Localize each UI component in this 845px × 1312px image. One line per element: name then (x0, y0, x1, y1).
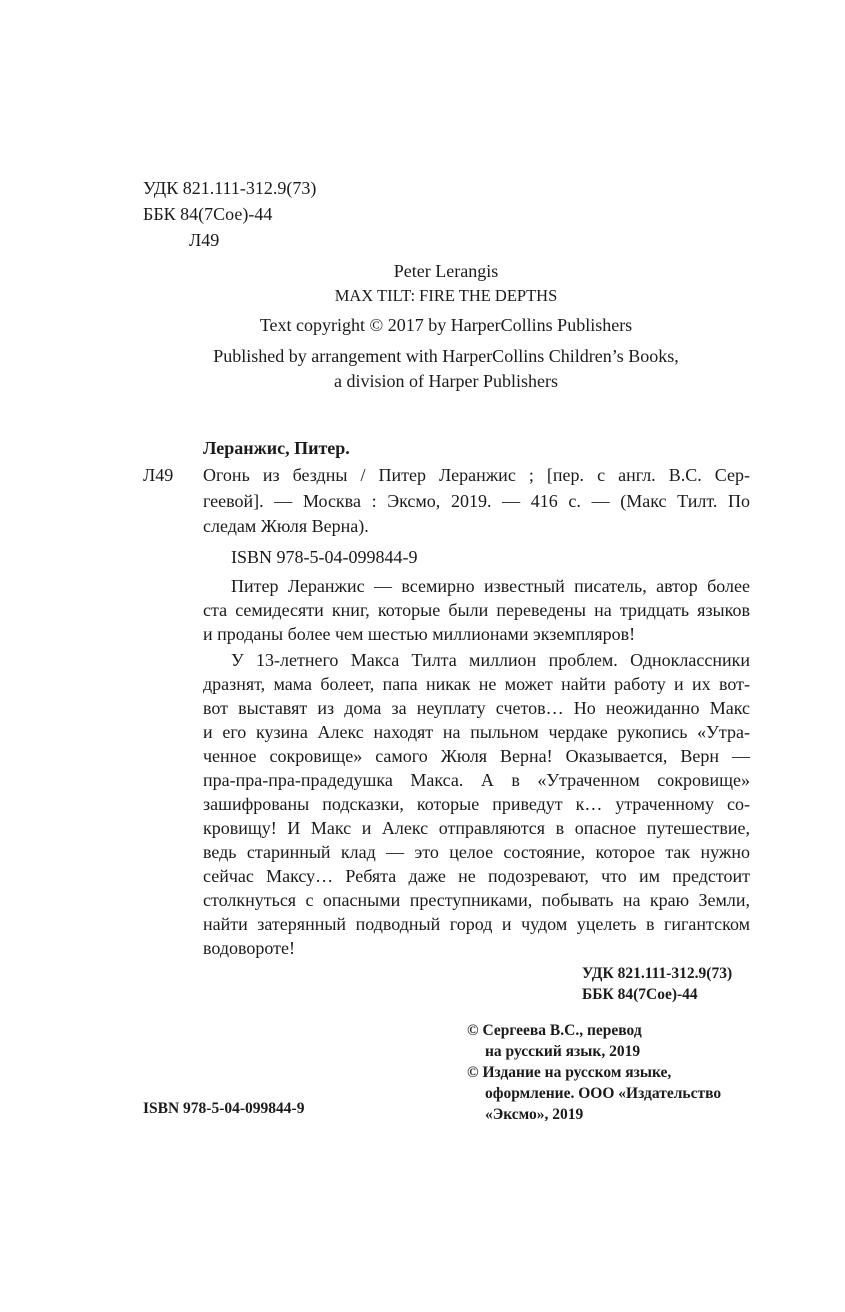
abstract-line: и его кузина Алекс находят на пыльном чердаке рукопись «Утра- (203, 722, 750, 742)
abstract-line: У 13-летнего Макса Тилта миллион проблем. Одноклассники (231, 650, 750, 670)
abstract-line: ведь старинный клад — это целое состояние, которое так нужно (203, 842, 750, 862)
copyright-line: оформление. ООО «Издательство (485, 1085, 722, 1102)
abstract-line: водовороте! (203, 938, 296, 958)
abstract-line: столкнуться с опасными преступниками, побывать на краю Земли, (203, 890, 750, 910)
abstract-line: найти затерянный подводный город и чудом уцелеть в гигантском (203, 914, 750, 934)
copyright-line: «Эксмо», 2019 (485, 1106, 584, 1123)
abstract-line: вот выставят из дома за неуплату счетов… Но неожиданно Макс (203, 698, 750, 718)
author-sign: Л49 (189, 230, 220, 250)
original-title: MAX TILT: FIRE THE DEPTHS (334, 286, 558, 305)
biblio-line: Огонь из бездны / Питер Леранжис ; [пер. с англ. В.С. Сер- (203, 465, 750, 485)
abstract-line: Питер Леранжис — всемирно известный писатель, автор более (231, 576, 750, 596)
abstract-line: и проданы более чем шестью миллионами экземпляров! (203, 624, 636, 644)
bbk-code: ББК 84(7Сое)-44 (143, 204, 273, 224)
abstract-line: ста семидесяти книг, которые были переведены на тридцать языков (203, 600, 750, 620)
card-author-sign: Л49 (143, 465, 174, 485)
card-isbn: ISBN 978-5-04-099844-9 (231, 547, 418, 567)
copyright-line: на русский язык, 2019 (485, 1043, 641, 1060)
card-udk: УДК 821.111-312.9(73) (582, 965, 733, 982)
arrangement-line-2: a division of Harper Publishers (334, 371, 558, 391)
card-bbk: ББК 84(7Сое)-44 (582, 986, 698, 1003)
udk-code: УДК 821.111-312.9(73) (143, 178, 317, 198)
original-author: Peter Lerangis (393, 261, 499, 281)
abstract-line: зашифрованы подсказки, которые приведут к… утраченному со- (203, 794, 750, 814)
abstract-line: пра-пра-пра-прадедушка Макса. А в «Утраченном сокровище» (203, 770, 750, 790)
abstract-line: ченное сокровище» самого Жюля Верна! Оказывается, Верн — (203, 746, 750, 766)
abstract-line: кровищу! И Макс и Алекс отправляются в опасное путешествие, (203, 818, 750, 838)
footer-isbn: ISBN 978-5-04-099844-9 (143, 1100, 305, 1117)
abstract-line: дразнят, мама болеет, папа никак не может найти работу и их вот- (203, 674, 750, 694)
copyright-line: © Издание на русском языке, (467, 1064, 672, 1081)
arrangement-line-1: Published by arrangement with HarperCollins Children’s Books, (213, 346, 679, 366)
card-author-heading: Леранжис, Питер. (203, 438, 350, 458)
biblio-line: геевой]. — Москва : Эксмо, 2019. — 416 с. — (Макс Тилт. По (203, 491, 750, 511)
copyright-line: © Сергеева В.С., перевод (467, 1022, 642, 1039)
abstract-line: сейчас Максу… Ребята даже не подозревают, что им предстоит (203, 866, 750, 886)
biblio-line: следам Жюля Верна). (203, 516, 369, 536)
original-copyright: Text copyright © 2017 by HarperCollins Publishers (259, 315, 633, 335)
